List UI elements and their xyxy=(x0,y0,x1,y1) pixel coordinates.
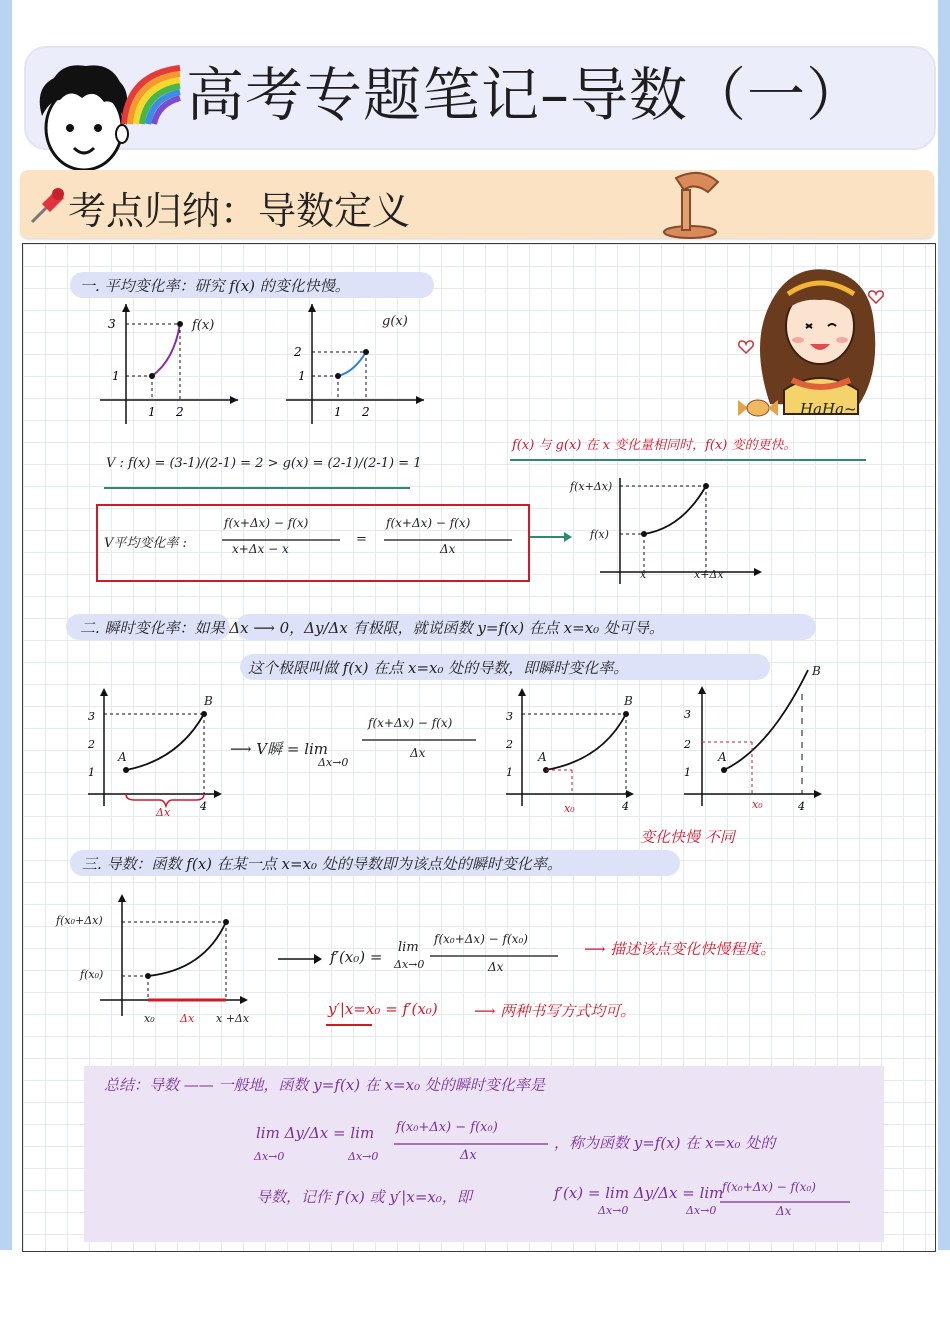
svg-text:2: 2 xyxy=(88,738,95,751)
point-b: B xyxy=(812,664,821,678)
avg-rate-a-den: x+Δx − x xyxy=(232,542,289,556)
secant-xlabel-right: x+Δx xyxy=(694,568,724,581)
svg-text:2: 2 xyxy=(506,738,513,751)
point-b: B xyxy=(624,694,633,708)
summary-line2-num: f(x₀+Δx) − f(x₀) xyxy=(396,1120,498,1135)
svg-text:3: 3 xyxy=(506,710,513,723)
dx-label: Δx xyxy=(156,806,171,819)
summary-line3-den: Δx xyxy=(776,1204,792,1218)
svg-text:1: 1 xyxy=(112,369,120,383)
part1-heading: 一. 平均变化率：研究 f(x) 的变化快慢。 xyxy=(80,277,350,295)
graph-instant-3 xyxy=(680,664,830,814)
point-a: A xyxy=(538,750,547,764)
deriv-formula-lim: lim xyxy=(398,940,419,955)
desk-lamp-icon xyxy=(656,168,726,240)
part1-compare: V : f(x) = (3-1)/(2-1) = 2 > g(x) = (2-1)/(2-1) = 1 xyxy=(106,456,422,471)
secant-xlabel-left: x xyxy=(640,568,647,581)
svg-text:4: 4 xyxy=(200,800,207,813)
deriv-notation: y′|x=x₀ = f′(x₀) xyxy=(328,1000,438,1018)
svg-text:1: 1 xyxy=(88,766,95,779)
girl-caption: HaHa~ xyxy=(800,400,857,418)
rainbow-icon xyxy=(118,60,188,130)
svg-text:2: 2 xyxy=(176,405,184,419)
deriv-formula-lhs: f′(x₀) = xyxy=(330,948,383,966)
svg-text:4: 4 xyxy=(798,800,805,813)
summary-line2-a: lim Δy/Δx = lim xyxy=(256,1124,375,1142)
fraction-bar xyxy=(362,738,478,742)
summary-line2-b: ，称为函数 y=f(x) 在 x=x₀ 处的 xyxy=(554,1134,776,1152)
svg-text:2: 2 xyxy=(294,345,302,359)
green-arrow xyxy=(530,530,574,544)
point-b: B xyxy=(204,694,213,708)
instant-formula-num: f(x+Δx) − f(x) xyxy=(368,716,453,730)
x0-label: x₀ xyxy=(752,798,763,811)
part2-heading: 二. 瞬时变化率：如果 Δx ⟶ 0，Δy/Δx 有极限，就说函数 y=f(x) 在点 x=x₀ 处可导。 xyxy=(80,619,664,637)
secant-ylabel-bottom: f(x) xyxy=(590,528,609,541)
secant-ylabel-top: f(x+Δx) xyxy=(570,480,613,493)
black-arrow xyxy=(278,952,324,966)
graph-f xyxy=(94,300,254,430)
instant-formula-lead: ⟶ V瞬 = lim xyxy=(230,740,329,758)
instant-formula-sub: Δx→0 xyxy=(318,756,349,769)
graph-instant-2 xyxy=(502,686,642,816)
fraction-bar xyxy=(430,954,560,958)
graph-secant xyxy=(596,476,766,586)
deriv-xlabel-dx: Δx xyxy=(180,1012,195,1025)
summary-sub: Δx→0 xyxy=(686,1204,717,1217)
graph-f-label: f(x) xyxy=(192,318,215,333)
fraction-bar xyxy=(394,1142,550,1146)
svg-text:1: 1 xyxy=(298,369,306,383)
left-edge-strip xyxy=(0,0,12,1250)
graph-derivative xyxy=(96,892,266,1022)
svg-text:3: 3 xyxy=(684,708,691,721)
deriv-desc: ⟶ 描述该点变化快慢程度。 xyxy=(584,940,776,958)
equals-sign: = xyxy=(356,532,367,547)
right-edge-strip xyxy=(938,0,950,1250)
summary-lead: 总结：导数 —— 一般地，函数 y=f(x) 在 x=x₀ 处的瞬时变化率是 xyxy=(104,1076,545,1094)
part3-heading: 三. 导数：函数 f(x) 在某一点 x=x₀ 处的导数即为该点处的瞬时变化率。 xyxy=(82,855,562,873)
graph-g xyxy=(280,300,440,430)
summary-sub: Δx→0 xyxy=(348,1150,379,1163)
svg-text:1: 1 xyxy=(684,766,691,779)
svg-text:4: 4 xyxy=(622,800,629,813)
svg-text:1: 1 xyxy=(148,405,156,419)
red-note-underline xyxy=(510,456,870,464)
instant-formula-den: Δx xyxy=(410,746,426,760)
heart-icon xyxy=(738,340,754,354)
summary-line3-a: 导数，记作 f′(x) 或 y′|x=x₀，即 xyxy=(256,1188,472,1206)
x0-label: x₀ xyxy=(564,802,575,815)
deriv-formula-den: Δx xyxy=(488,960,504,974)
summary-sub: Δx→0 xyxy=(598,1204,629,1217)
svg-text:3: 3 xyxy=(88,710,95,723)
deriv-formula-sub: Δx→0 xyxy=(394,958,425,971)
summary-line3-num: f(x₀+Δx) − f(x₀) xyxy=(722,1180,816,1194)
avg-rate-b-den: Δx xyxy=(440,542,456,556)
section-title: 考点归纳：导数定义 xyxy=(68,189,411,233)
candy-icon xyxy=(736,396,780,420)
avg-rate-a-num: f(x+Δx) − f(x) xyxy=(224,516,309,530)
avg-rate-b-num: f(x+Δx) − f(x) xyxy=(386,516,471,530)
page-title: 高考专题笔记–导数（一） xyxy=(186,61,866,129)
heart-icon xyxy=(868,290,884,304)
deriv-xlabel-x0: x₀ xyxy=(144,1012,155,1025)
graph-g-label: g(x) xyxy=(382,314,408,329)
point-a: A xyxy=(718,750,727,764)
pushpin-icon xyxy=(26,184,70,228)
part1-red-note: f(x) 与 g(x) 在 x 变化量相同时，f(x) 变的更快。 xyxy=(512,438,797,453)
deriv-ylabel-top: f(x₀+Δx) xyxy=(56,914,103,927)
notation-underline xyxy=(326,1022,376,1028)
part2-red-note: 变化快慢 不同 xyxy=(640,828,735,846)
svg-text:2: 2 xyxy=(684,738,691,751)
svg-text:1: 1 xyxy=(506,766,513,779)
summary-line3-b: f′(x) = lim Δy/Δx = lim xyxy=(554,1184,724,1202)
deriv-formula-num: f(x₀+Δx) − f(x₀) xyxy=(434,932,528,946)
deriv-xlabel-end: x +Δx xyxy=(216,1012,250,1025)
point-a: A xyxy=(118,750,127,764)
svg-text:1: 1 xyxy=(334,405,342,419)
svg-text:3: 3 xyxy=(108,317,116,331)
avg-rate-label: V平均变化率 : xyxy=(104,536,187,551)
deriv-notation-note: ⟶ 两种书写方式均可。 xyxy=(474,1002,636,1020)
compare-underline xyxy=(104,484,414,492)
summary-line2-den: Δx xyxy=(460,1148,477,1163)
deriv-ylabel-bottom: f(x₀) xyxy=(80,968,104,981)
part2-subheading: 这个极限叫做 f(x) 在点 x=x₀ 处的导数，即瞬时变化率。 xyxy=(248,659,629,677)
summary-sub: Δx→0 xyxy=(254,1150,285,1163)
svg-text:2: 2 xyxy=(362,405,370,419)
